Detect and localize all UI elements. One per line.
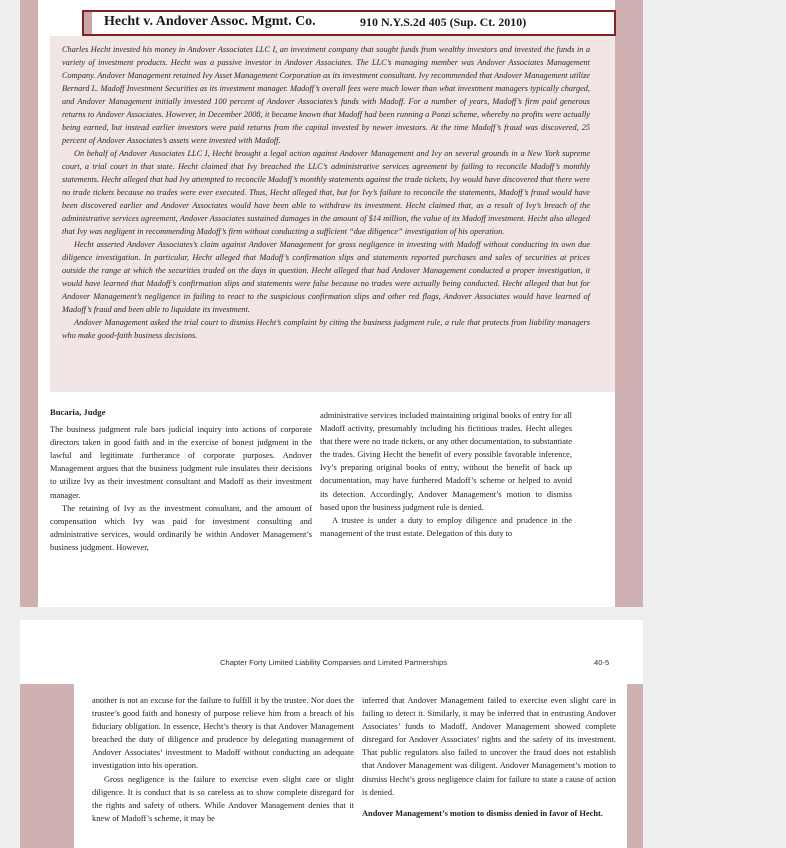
viewer-background-right	[648, 0, 786, 848]
case-title: Hecht v. Andover Assoc. Mgmt. Co.	[104, 14, 316, 29]
opinion-left-column	[50, 406, 312, 554]
viewer-background-left	[0, 0, 18, 848]
opinion-paragraph: Gross negligence is the failure to exercise even slight care or slight diligence. It is conduct that is so careless as to show complete disregard for the rights and safety of others. While Andover Management denies that it knew of Madoff’s scheme, it may be	[92, 774, 354, 823]
opinion-paragraph: administrative services included maintaining original books of entry for all Madoff activity, presumably including his fictitious trades. Hecht alleges that there were no trade tickets, or any other documentation, to substantiate the trades. Giving Hecht the benefit of every possible favorable inference, Ivy’s preparing original books of entry, without the benefit of back up documentation, may have furthered Madoff’s scheme or helped to avoid its detection. Accordingly, Andover Management’s motion to dismiss based upon the business judgment rule is denied.	[320, 411, 572, 512]
page-border-left	[20, 0, 38, 607]
facts-paragraph: On behalf of Andover Associates LLC I, Hecht brought a legal action against Andover Management and Ivy on several grounds in a New York supreme court, a trial court in that state. Hecht claimed that Ivy breached the LLC’s administrative services agreement by failing to reconcile Madoff’s monthly statements. Hecht alleged that had Ivy attempted to reconcile Madoff’s monthly statements against the trade tickets, Ivy would have discovered that there were no trade tickets because no trades were ever executed. Thus, Hecht alleged that, but for Ivy’s failure to reconcile the statements, Madoff’s fraud would have been discovered earlier and Andover Associates would have been able to withdraw its investment. Hecht claimed that, as a result of Ivy’s breach of the administrative services agreement, Andover Associates sustained damages in the amount of $14 million, the value of its Madoff investment. Hecht also alleged that Ivy was negligent in recommending Madoff’s firm without conducting a sufficient “due diligence” investigation of his operation.	[62, 149, 590, 236]
running-head: Chapter Forty Limited Liability Companies and Limited Partnerships	[220, 658, 448, 667]
document-page-2	[20, 620, 643, 848]
opinion-right-column	[320, 409, 572, 540]
opinion-paragraph: The business judgment rule bars judicial inquiry into actions of corporate directors taken in good faith and in the exercise of honest judgment in the lawful and legitimate furtherance of corporate purposes. Andover Management argues that the business judgment rule insulates their decisions to utilize Ivy as their investment consultant and Madoff as their investment manager.	[50, 425, 312, 500]
document-page-1	[20, 0, 643, 607]
opinion-left-column	[92, 694, 354, 825]
opinion-paragraph: inferred that Andover Management failed to exercise even slight care in failing to detect it. Similarly, it may be inferred that in entrusting Andover Associates’ funds to Madoff, Andover Management showed complete disregard for Andover Associates’ rights and the safety of its investment. That public regulators also failed to uncover the fraud does not establish that Andover Management was diligent. Andover Management’s motion to dismiss Hecht’s gross negligence claim for failure to state a cause of action is denied.	[362, 696, 616, 797]
facts-paragraph: Andover Management asked the trial court to dismiss Hecht’s complaint by citing the business judgment rule, a rule that protects from liability managers who make good-faith business decisions.	[62, 318, 590, 340]
judge-name: Bucaria, Judge	[50, 407, 106, 417]
facts-paragraph: Charles Hecht invested his money in Andover Associates LLC I, an investment company that sought funds from wealthy investors and invested the funds in a variety of investment products. Hecht was a passive investor in Andover Associates. The LLC’s managing member was Andover Associates Management Company. Andover Management retained Ivy Asset Management Corporation as its investment consultant. Ivy recommended that Andover Management utilize Bernard L. Madoff Investment Securities as its investment manager. Madoff’s overall fees were much lower than what investment managers typically charged, and Andover Management initially invested 100 percent of Andover Associates’s funds with Madoff. For a number of years, Madoff’s firm paid generous returns to Andover Associates. However, in December 2008, it became known that Madoff had been running a Ponzi scheme, whereby no profits were actually being earned, but instead earlier investors were paid returns from the capital invested by newer investors. At the time Madoff’s fraud was discovered, 25 percent of Andover Associates’s assets were invested with Madoff.	[62, 45, 590, 145]
opinion-paragraph: another is not an excuse for the failure to fulfill it by the trustee. Nor does the trustee’s good faith and honesty of purpose relieve him from a breach of his fiduciary obligation. In essence, Hecht’s theory is that Andover Management breached the duty of diligence and prudence by delegating management of Andover Associates’ investment to Madoff without conducting an adequate investigation into his operation.	[92, 696, 354, 771]
facts-paragraph: Hecht asserted Andover Associates’s claim against Andover Management for gross negligence in investing with Madoff without conducting its own due diligence investigation. In particular, Hecht alleged that Madoff’s confirmation slips and statements reported purchases and sales of securities at prices outside the range at which the securities traded on the days in question. Hecht alleged that had Andover Management conducted a proper investigation, it would have learned that Madoff’s confirmation slips and statements were false because no trades were actually being conducted. Hecht alleged that but for Andover Management’s negligence in failing to react to the suspicious confirmation slips and other red flags, Andover Associates would have learned of Madoff’s fraud and been able to liquidate its investment.	[62, 240, 590, 314]
case-facts-box	[50, 36, 615, 392]
opinion-right-column	[362, 694, 616, 820]
case-header	[82, 10, 616, 36]
opinion-paragraph: A trustee is under a duty to employ diligence and prudence in the management of the trust estate. Delegation of this duty to	[320, 515, 572, 538]
opinion-paragraph: The retaining of Ivy as the investment consultant, and the amount of compensation which Ivy was paid for investment consulting and administrative services, would ordinarily be within Andover Management’s business judgment. However,	[50, 503, 312, 552]
case-citation: 910 N.Y.S.2d 405 (Sup. Ct. 2010)	[360, 15, 527, 29]
holding-statement: Andover Management’s motion to dismiss denied in favor of Hecht.	[362, 808, 603, 818]
case-facts	[62, 43, 590, 342]
page-border-right	[615, 0, 643, 607]
page-number: 40-5	[594, 658, 610, 667]
